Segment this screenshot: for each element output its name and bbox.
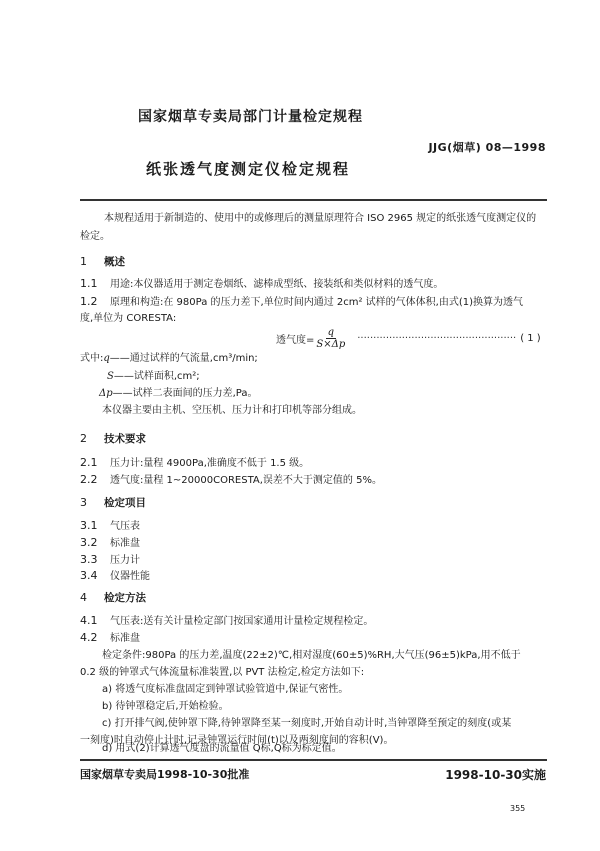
clause-1-1: 1.1 用途:本仪器适用于测定卷烟纸、滤棒成型纸、接装纸和类似材料的透气度。 — [80, 277, 444, 290]
step-b: b) 待钟罩稳定后,开始检验。 — [102, 701, 229, 712]
intro-line-1: 本规程适用于新制造的、使用中的或修理后的测量原理符合 ISO 2965 规定的纸张透气度测定仪的 — [104, 213, 537, 224]
section-1-heading — [80, 254, 125, 269]
page-number: 355 — [510, 804, 526, 813]
clause-3-4: 3.4 仪器性能 — [80, 569, 150, 582]
formula-lhs: 透气度= — [276, 335, 315, 346]
composition-text: 本仪器主要由主机、空压机、压力计和打印机等部分组成。 — [102, 405, 362, 416]
conditions-line-1: 检定条件:980Pa 的压力差,温度(22±2)℃,相对湿度(60±5)%RH,大气压(96±5)kPa,用不低于 — [102, 650, 521, 661]
step-c-line-2: 一刻度)时自动停止计时,记录钟罩运行时间(t)以及两刻度间的容积(V)。 — [80, 735, 394, 746]
step-d: d) 用式(2)计算透气度盘的流量值 Q标,Q标为标定值。 — [102, 743, 342, 754]
header-divider — [80, 199, 547, 201]
equation-1 — [276, 327, 541, 350]
conditions-line-2: 0.2 级的钟罩式气体流量标准装置,以 PVT 法检定,检定方法如下: — [80, 667, 365, 678]
numerator: q — [327, 327, 335, 338]
clause-3-1: 3.1 气压表 — [80, 519, 140, 532]
where-q: 式中:q——通过试样的气流量,cm³/min; — [80, 353, 258, 364]
equation-number: ( 1 ) — [520, 333, 541, 344]
step-a: a) 将透气度标准盘固定到钟罩试验管道中,保证气密性。 — [102, 684, 349, 695]
dot-leader: ·················································· — [357, 333, 517, 344]
step-c-line-1: c) 打开排气阀,使钟罩下降,待钟罩降至某一刻度时,开始自动计时,当钟罩降至预定的刻度(或某 — [102, 718, 512, 729]
clause-2-2: 2.2 透气度:量程 1~20000CORESTA,误差不大于测定值的 5%。 — [80, 473, 382, 486]
where-dp: Δp——试样二表面间的压力差,Pa。 — [99, 388, 258, 399]
clause-1-2-line-2: 度,单位为 CORESTA: — [80, 313, 177, 324]
clause-3-3: 3.3 压力计 — [80, 553, 140, 566]
clause-3-2: 3.2 标准盘 — [80, 536, 140, 549]
formula-fraction — [316, 327, 345, 350]
clause-2-1: 2.1 压力计:量程 4900Pa,准确度不低于 1.5 级。 — [80, 456, 310, 469]
section-title: 概述 — [104, 256, 125, 268]
section-4-heading: 4 检定方法 — [80, 591, 146, 604]
document-code: JJG(烟草) 08—1998 — [428, 141, 546, 154]
intro-line-2: 检定。 — [80, 231, 110, 242]
issuing-authority: 国家烟草专卖局部门计量检定规程 — [138, 109, 363, 125]
section-3-heading: 3 检定项目 — [80, 496, 146, 509]
footer-divider — [80, 759, 547, 761]
denominator: S×Δp — [316, 339, 346, 350]
approval-date: 国家烟草专卖局1998-10-30批准 — [80, 768, 250, 781]
document-title: 纸张透气度测定仪检定规程 — [146, 160, 351, 178]
clause-4-2: 4.2 标准盘 — [80, 631, 140, 644]
effective-date: 1998-10-30实施 — [445, 768, 546, 782]
clause-1-2-line-1: 1.2 原理和构造:在 980Pa 的压力差下,单位时间内通过 2cm² 试样的气体体积,由式(1)换算为透气 — [80, 295, 524, 308]
section-number: 1 — [80, 255, 87, 268]
section-2-heading: 2 技术要求 — [80, 432, 146, 445]
clause-4-1: 4.1 气压表:送有关计量检定部门按国家通用计量检定规程检定。 — [80, 614, 374, 627]
where-s: S——试样面积,cm²; — [107, 371, 200, 382]
